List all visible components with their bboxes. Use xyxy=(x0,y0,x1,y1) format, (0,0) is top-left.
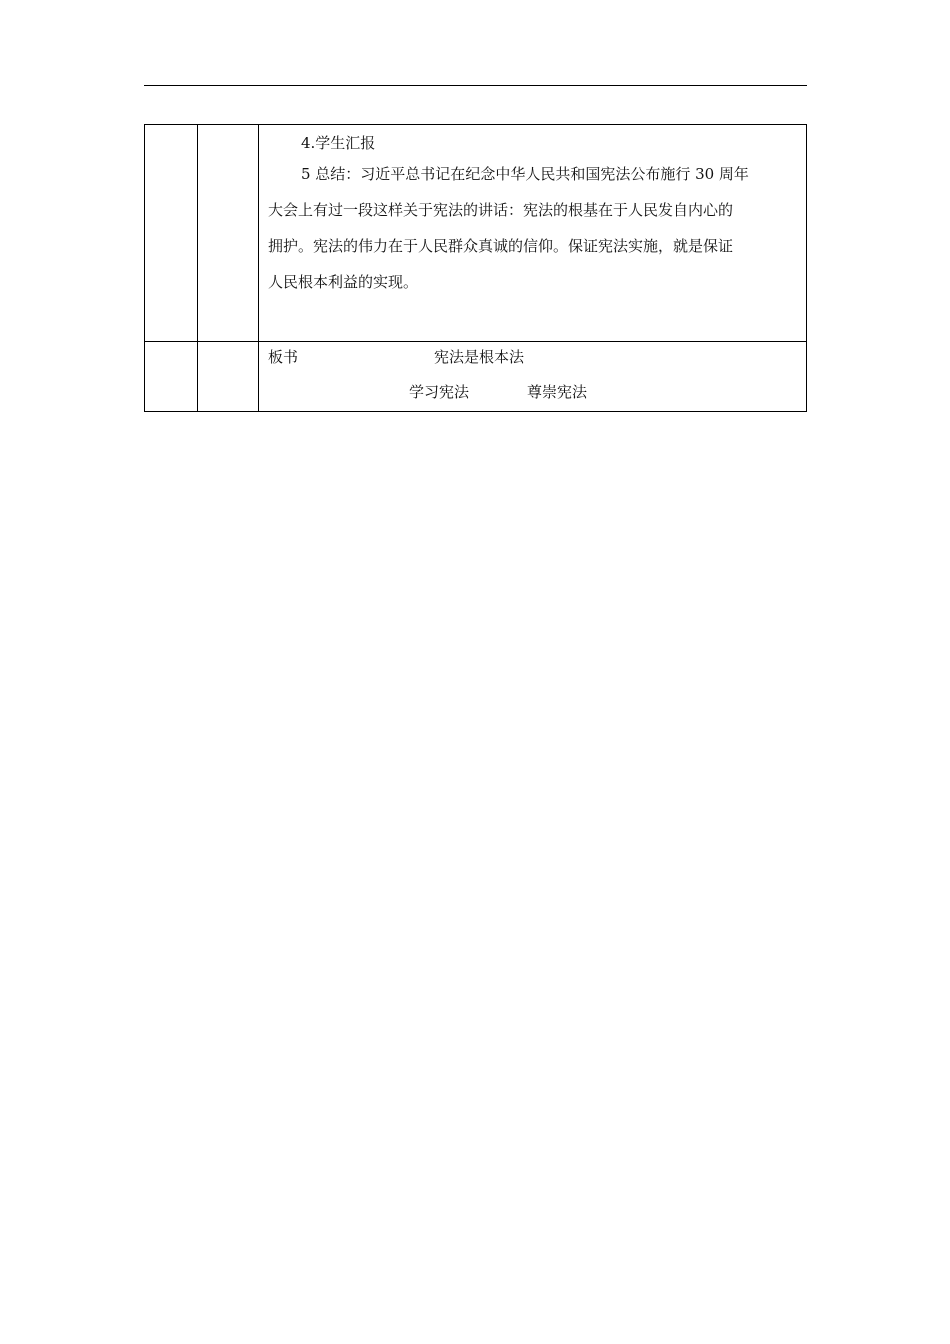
table-cell-empty xyxy=(198,125,259,342)
summary-line-3: 拥护。宪法的伟力在于人民群众真诚的信仰。保证宪法实施，就是保证 xyxy=(268,237,734,255)
step4-text: 4.学生汇报 xyxy=(301,134,376,152)
summary-line-2: 大会上有过一段这样关于宪法的讲话：宪法的根基在于人民发自内心的 xyxy=(268,201,734,219)
table-cell-empty xyxy=(198,342,259,412)
table-cell-empty xyxy=(145,125,198,342)
summary-line-1: 5 总结：习近平总书记在纪念中华人民共和国宪法公布施行 30 周年 xyxy=(301,165,749,183)
board-label: 板书 xyxy=(268,348,299,366)
table-row xyxy=(145,125,807,342)
summary-line-4: 人民根本利益的实现。 xyxy=(268,273,419,291)
board-item-learn: 学习宪法 xyxy=(409,383,470,401)
table-cell-content xyxy=(259,125,807,342)
table-cell-board xyxy=(259,342,807,412)
header-rule xyxy=(144,85,807,86)
lesson-table xyxy=(144,124,807,412)
table-row xyxy=(145,342,807,412)
board-title: 宪法是根本法 xyxy=(434,348,525,366)
board-item-respect: 尊崇宪法 xyxy=(527,383,588,401)
table-cell-empty xyxy=(145,342,198,412)
